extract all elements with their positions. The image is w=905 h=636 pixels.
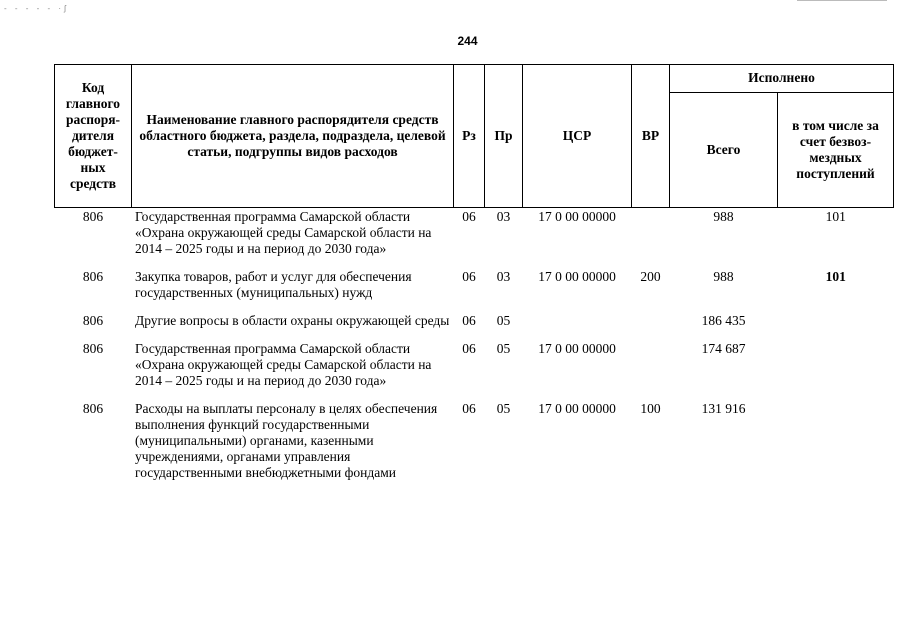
cell-csr: 17 0 00 00000 bbox=[538, 401, 616, 416]
cell-csr bbox=[523, 313, 632, 341]
cell-name: Расходы на выплаты персоналу в целях обеспечения выполнения функций государственными (муниципальными) органами, казенными учреждениями, органами управления государственными внебюджетными фондами bbox=[135, 401, 438, 480]
cell-vr bbox=[632, 208, 670, 270]
cell-free: 101 bbox=[825, 209, 846, 224]
cell-name: Государственная программа Самарской области «Охрана окружающей среды Самарской области на 2014 – 2025 годы и на период до 2030 года» bbox=[135, 341, 432, 388]
cell-pr: 03 bbox=[496, 209, 511, 224]
table-header bbox=[55, 65, 894, 208]
cell-code: 806 bbox=[82, 341, 104, 356]
cell-name: Закупка товаров, работ и услуг для обеспечения государственных (муниципальных) нужд bbox=[135, 269, 412, 300]
scan-artifact-line bbox=[797, 0, 887, 1]
cell-rz: 06 bbox=[462, 341, 476, 356]
cell-csr: 17 0 00 00000 bbox=[538, 341, 616, 356]
table-row bbox=[55, 313, 894, 341]
scan-artifact: - - - - - ·ʃ bbox=[4, 4, 69, 13]
table-row bbox=[55, 341, 894, 401]
cell-total: 174 687 bbox=[701, 341, 746, 356]
header-csr: ЦСР bbox=[523, 65, 632, 208]
table-row bbox=[55, 208, 894, 270]
cell-free bbox=[778, 401, 894, 493]
cell-csr: 17 0 00 00000 bbox=[538, 269, 616, 284]
cell-rz: 06 bbox=[462, 313, 476, 328]
cell-pr: 05 bbox=[496, 341, 511, 356]
cell-free: 101 bbox=[825, 269, 846, 284]
table-row bbox=[55, 269, 894, 313]
cell-code: 806 bbox=[82, 209, 104, 224]
table-body bbox=[55, 208, 894, 494]
header-executed: Исполнено bbox=[670, 65, 894, 93]
table-row bbox=[55, 401, 894, 493]
cell-name: Другие вопросы в области охраны окружающей среды bbox=[135, 313, 450, 328]
cell-name: Государственная программа Самарской области «Охрана окружающей среды Самарской области на 2014 – 2025 годы и на период до 2030 года» bbox=[135, 209, 432, 256]
cell-free bbox=[778, 313, 894, 341]
cell-vr: 200 bbox=[640, 269, 661, 284]
header-rz: Рз bbox=[454, 65, 485, 208]
header-vr: ВР bbox=[632, 65, 670, 208]
cell-code: 806 bbox=[82, 401, 104, 416]
cell-total: 988 bbox=[713, 209, 734, 224]
cell-code: 806 bbox=[82, 269, 104, 284]
cell-pr: 05 bbox=[496, 401, 511, 416]
cell-rz: 06 bbox=[462, 209, 476, 224]
cell-rz: 06 bbox=[462, 401, 476, 416]
cell-vr: 100 bbox=[640, 401, 661, 416]
cell-vr bbox=[632, 341, 670, 401]
header-code: Код главного распоря-дителя бюджет-ных средств bbox=[55, 65, 132, 208]
header-pr: Пр bbox=[485, 65, 523, 208]
cell-total: 186 435 bbox=[701, 313, 746, 328]
cell-total: 131 916 bbox=[701, 401, 746, 416]
cell-rz: 06 bbox=[462, 269, 476, 284]
cell-total: 988 bbox=[713, 269, 734, 284]
cell-pr: 03 bbox=[496, 269, 511, 284]
header-total: Всего bbox=[670, 92, 778, 207]
budget-table bbox=[54, 64, 894, 493]
cell-free bbox=[778, 341, 894, 401]
cell-code: 806 bbox=[82, 313, 104, 328]
cell-pr: 05 bbox=[496, 313, 511, 328]
header-free: в том числе за счет безвоз-мездных поступлений bbox=[778, 92, 894, 207]
cell-vr bbox=[632, 313, 670, 341]
page-number: 244 bbox=[457, 34, 478, 48]
header-name: Наименование главного распорядителя средств областного бюджета, раздела, подраздела, целевой статьи, подгруппы видов расходов bbox=[132, 65, 454, 208]
cell-csr: 17 0 00 00000 bbox=[538, 209, 616, 224]
